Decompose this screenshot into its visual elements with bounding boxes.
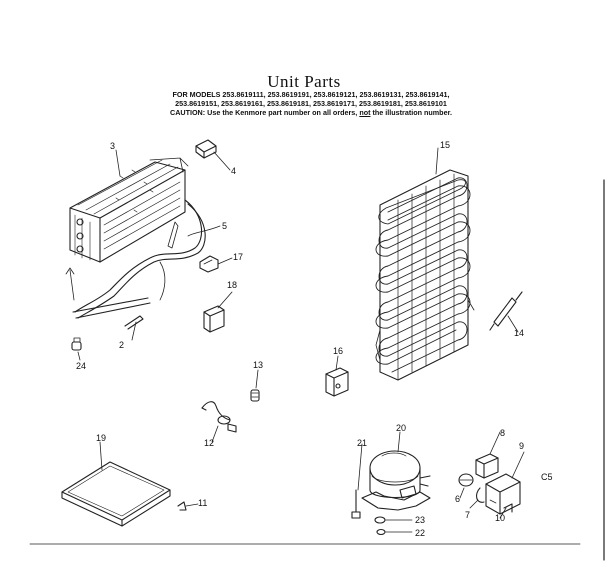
callout-16: 16: [333, 346, 344, 356]
callout-20: 20: [396, 423, 407, 433]
screw-part-11: [178, 502, 186, 510]
callout-19: 19: [96, 433, 107, 443]
page-code: C5: [541, 472, 553, 482]
relay-part-18: [204, 306, 224, 332]
bolt-part-21: [352, 490, 360, 518]
plug-part-13: [251, 390, 259, 401]
callout-10: 10: [495, 513, 506, 523]
callout-14: 14: [514, 328, 525, 338]
callout-18: 18: [227, 280, 238, 290]
callout-8: 8: [500, 428, 506, 438]
callout-24: 24: [76, 361, 87, 371]
models-line-1: FOR MODELS 253.8619111, 253.8619191, 253.8619121, 253.8619131, 253.8619141,: [172, 90, 450, 99]
callout-22: 22: [415, 528, 426, 538]
grommet-part-24: [72, 338, 81, 350]
grommet-part-23: [375, 517, 385, 523]
compressor-part-20: [362, 451, 430, 510]
callout-7: 7: [465, 510, 471, 520]
tubing-loop-part-5: [66, 200, 205, 318]
condenser-coil-part-15: [376, 170, 474, 380]
wire-harness-part-12: [202, 402, 236, 432]
diagram-title: Unit Parts: [267, 72, 341, 91]
callout-21: 21: [357, 438, 368, 448]
overload-part-6: [459, 474, 473, 486]
drier-part-14: [490, 292, 522, 330]
callout-23: 23: [415, 515, 426, 525]
terminal-cover-part-9: [486, 474, 520, 514]
caution-text-not: not: [359, 108, 371, 117]
callout-15: 15: [440, 140, 451, 150]
callout-11: 11: [198, 498, 208, 508]
callout-9: 9: [519, 441, 525, 451]
washer-part-22: [377, 530, 385, 535]
callout-2: 2: [119, 340, 125, 350]
clip-part-2: [125, 316, 143, 329]
bracket-part-16: [326, 368, 348, 396]
bracket-part-4: [196, 140, 216, 158]
clip-part-17: [200, 256, 218, 272]
caution-text-post: the illustration number.: [372, 108, 452, 117]
callout-13: 13: [253, 360, 264, 370]
callout-4: 4: [231, 166, 237, 176]
callout-6: 6: [455, 494, 461, 504]
callout-12: 12: [204, 438, 215, 448]
caution-text-pre: CAUTION: Use the Kenmore part number on all orders,: [170, 108, 358, 117]
callout-3: 3: [110, 141, 116, 151]
evaporator-coil-part-3: [70, 158, 188, 262]
relay-part-8: [476, 454, 498, 478]
drain-tray-part-19: [62, 462, 170, 526]
models-line-2: 253.8619151, 253.8619161, 253.8619181, 253.8619171, 253.8619181, 253.8619101: [175, 99, 447, 108]
callout-5: 5: [222, 221, 228, 231]
callout-17: 17: [233, 252, 244, 262]
